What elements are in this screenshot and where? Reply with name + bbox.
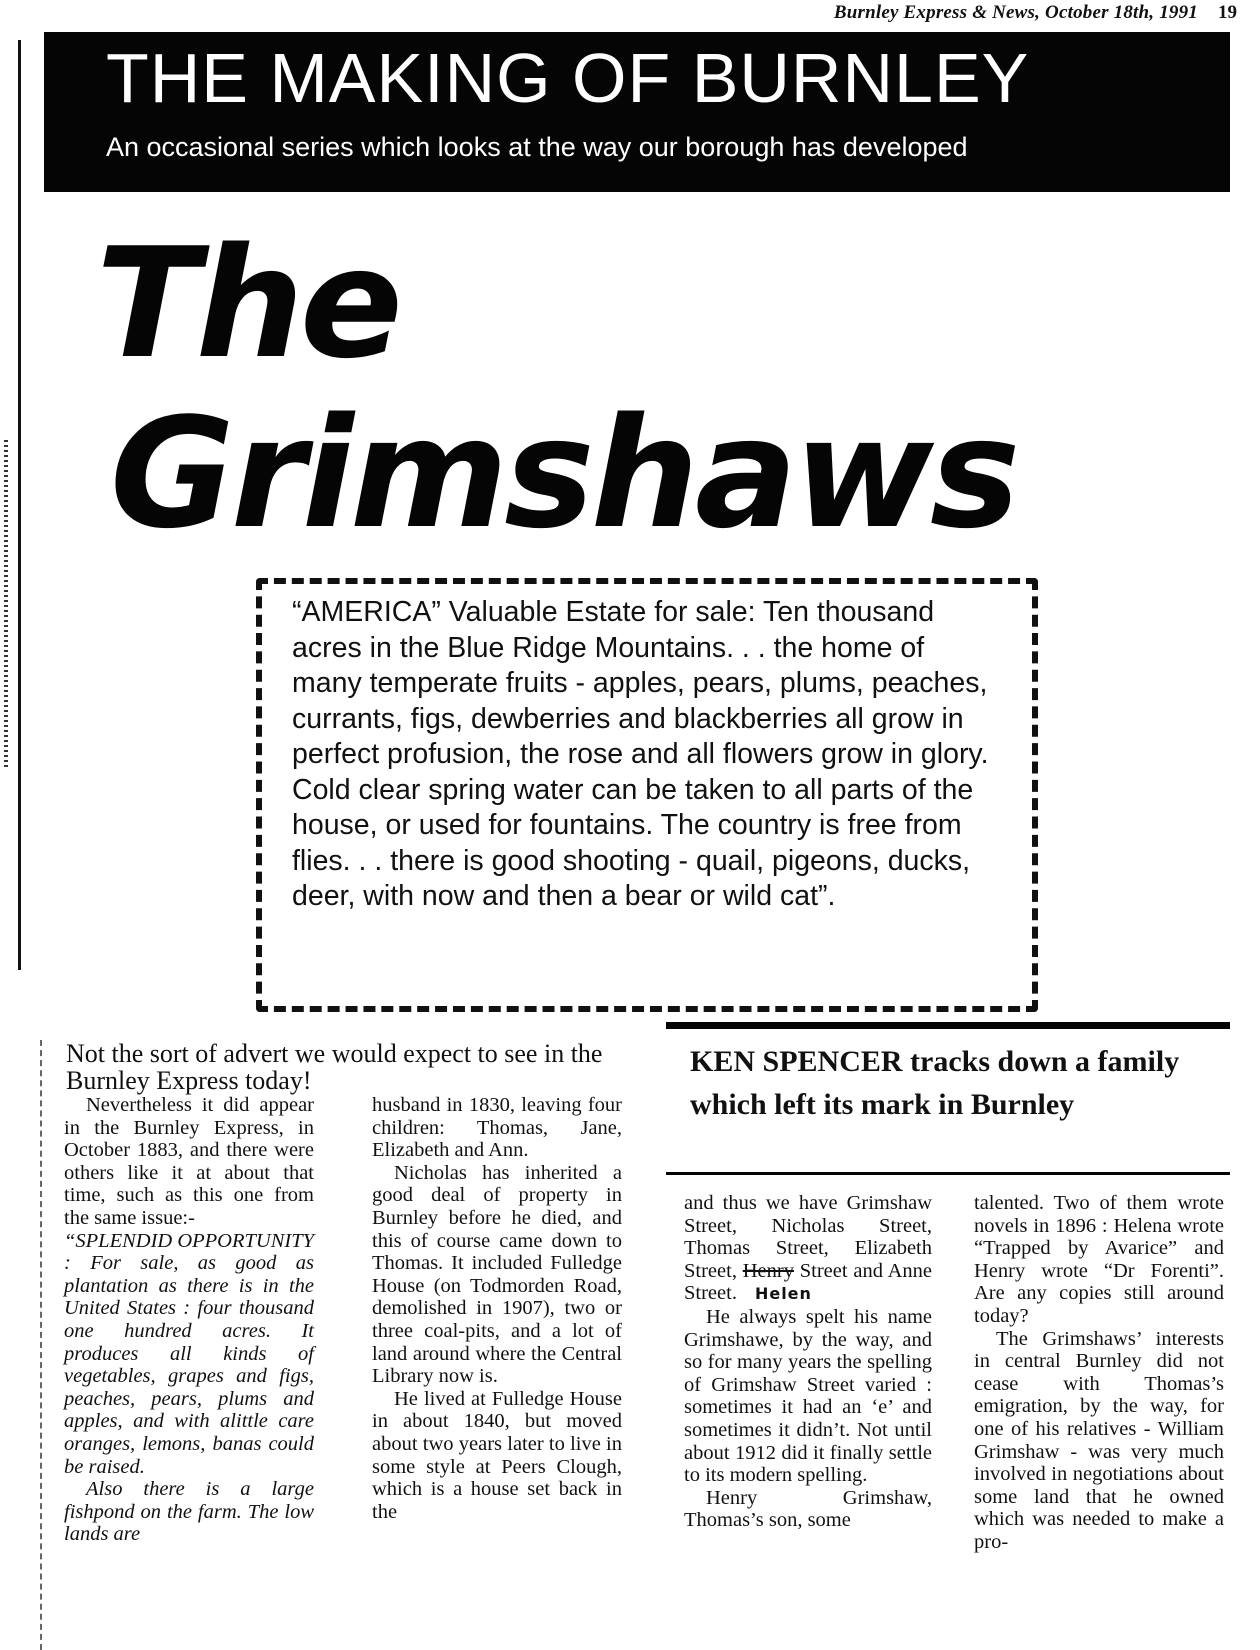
column-3-paragraph: He always spelt his name Grimshawe, by the way, and so for many years the spelling of Grimshaw Street varied : sometimes it had an ‘e’ and sometimes it didn’t. Not until about 1912 did it finally settle to its modern spelling.: [684, 1305, 932, 1487]
article-column-2: [372, 1094, 622, 1523]
page-number: 19: [1218, 2, 1237, 23]
intro-paragraph: Not the sort of advert we would expect to see in the Burnley Express today!: [66, 1039, 603, 1095]
handwritten-correction: Helen: [754, 1284, 812, 1304]
column-1-paragraph-end: Also there is a large fishpond on the farm. The low lands are: [64, 1478, 314, 1546]
column-2-paragraph: He lived at Fulledge House in about 1840, but moved about two years later to live in some style at Peers Clough, which is a house set back in the: [372, 1387, 622, 1523]
banner-subtitle: An occasional series which looks at the way our borough has developed: [106, 132, 968, 162]
page-edge-rule: [18, 40, 21, 970]
column-4-paragraph: The Grimshaws’ interests in central Burnley did not cease with Thomas’s emigration, by the way, for one of his relatives - William Grimshaw - was very much involved in negotiations about some land that he owned which was needed to make a pro-: [974, 1327, 1224, 1553]
banner-title: THE MAKING OF BURNLEY: [106, 39, 1030, 117]
headline-line-2: Grimshaws: [110, 385, 1017, 562]
column-2-paragraph: Nicholas has inherited a good deal of property in Burnley before he died, and this of course came down to Thomas. It included Fulledge House (on Todmorden Road, demolished in 1907), two or three coal-pits, and a lot of land around where the Central Library now is.: [372, 1161, 622, 1388]
column-4-paragraph: talented. Two of them wrote novels in 1896 : Helena wrote “Trapped by Avarice” and Henry wrote “Dr Forenti”. Are any copies still around today?: [974, 1192, 1224, 1327]
dateline: Burnley Express & News, October 18th, 1991: [833, 2, 1198, 23]
column-3-paragraph: Henry Grimshaw, Thomas’s son, some: [684, 1486, 932, 1532]
quoted-advert-2: “SPLENDID OPPORTUNITY : For sale, as good as plantation as there is in the United States : four thousand one hundred acres. It produces all kinds of vegetables, grapes and figs, peaches, pears, plums and apples, and with alittle care oranges, lemons, banas could be raised.: [64, 1229, 315, 1478]
byline-rule-bottom: [666, 1172, 1230, 1175]
byline-rule-top: [666, 1022, 1230, 1029]
article-column-4: [974, 1192, 1224, 1554]
street-list-end: Street and Anne Street.: [684, 1259, 932, 1305]
article-column-3: [684, 1192, 932, 1532]
street-list: and thus we have Grimshaw Street, Nicholas Street, Thomas Street, Elizabeth Street,: [684, 1192, 932, 1282]
column-2-paragraph: husband in 1830, leaving four children: Thomas, Jane, Elizabeth and Ann.: [372, 1094, 622, 1162]
series-banner: [44, 32, 1230, 192]
page-edge-dots: [4, 440, 8, 770]
byline: KEN SPENCER tracks down a family which left its mark in Burnley: [690, 1045, 1180, 1121]
column-divider: [40, 1040, 43, 1650]
headline-line-1: The: [96, 215, 399, 392]
column-1-paragraph: Nevertheless it did appear in the Burnley Express, in October 1883, and there were others like it at about that time, such as this one from the same issue:-: [64, 1094, 314, 1229]
advert-quote: “AMERICA” Valuable Estate for sale: Ten thousand acres in the Blue Ridge Mountains. . . the home of many temperate fruits - apples, pears, plums, peaches, currants, figs, dewberries and blackberries all grow in perfect profusion, the rose and all flowers grow in glory. Cold clear spring water can be taken to all parts of the house, or used for fountains. The country is free from flies. . . there is good shooting - quail, pigeons, ducks, deer, with now and then a bear or wild cat”.: [292, 596, 989, 912]
column-3-paragraph: [684, 1192, 932, 1306]
article-column-1: [64, 1094, 314, 1546]
struck-word: Henry: [742, 1259, 794, 1282]
